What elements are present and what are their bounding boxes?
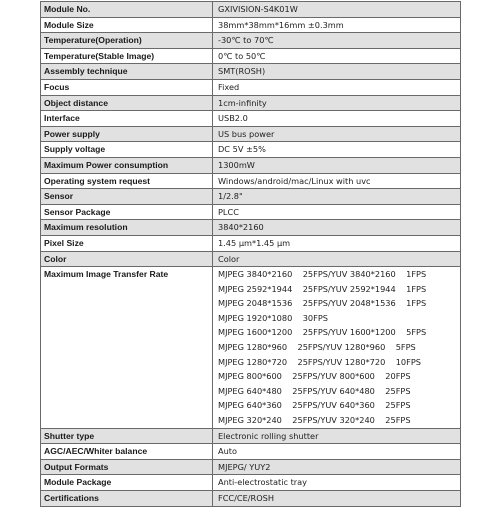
row-max-power xyxy=(41,157,461,173)
row-label: Temperature(Operation) xyxy=(41,33,213,49)
transfer-rate-line: MJPEG 800*600 25FPS/YUV 800*600 20FPS xyxy=(218,371,411,382)
row-label: Output Formats xyxy=(41,459,213,475)
transfer-rate-line: MJPEG 640*480 25FPS/YUV 640*480 25FPS xyxy=(218,385,411,396)
row-label: Module Size xyxy=(41,17,213,33)
row-label: Shutter type xyxy=(41,428,213,444)
row-object-distance xyxy=(41,95,461,111)
row-label: Sensor Package xyxy=(41,204,213,220)
transfer-rate-line: MJPEG 1280*720 25FPS/YUV 1280*720 10FPS xyxy=(218,356,421,367)
transfer-rate-line: MJPEG 2048*1536 25FPS/YUV 2048*1536 1FPS xyxy=(218,298,427,309)
row-label: Pixel Size xyxy=(41,235,213,251)
row-label: Focus xyxy=(41,79,213,95)
row-value: FCC/CE/ROSH xyxy=(213,491,461,507)
row-label: Certifications xyxy=(41,491,213,507)
row-agc-aec xyxy=(41,444,461,460)
row-supply-voltage xyxy=(41,142,461,158)
row-label: Module Package xyxy=(41,475,213,491)
transfer-rate-line: MJPEG 320*240 25FPS/YUV 320*240 25FPS xyxy=(218,415,411,426)
row-module-package xyxy=(41,475,461,491)
row-value: Electronic rolling shutter xyxy=(213,428,461,444)
row-value: Fixed xyxy=(213,79,461,95)
row-value: 0℃ to 50℃ xyxy=(213,48,461,64)
transfer-rate-line: MJPEG 1920*1080 30FPS xyxy=(218,312,328,323)
transfer-rate-line: MJPEG 1600*1200 25FPS/YUV 1600*1200 5FPS xyxy=(218,327,427,338)
row-label: Maximum Power consumption xyxy=(41,157,213,173)
row-temperature-operation xyxy=(41,33,461,49)
row-temperature-stable xyxy=(41,48,461,64)
row-label: AGC/AEC/Whiter balance xyxy=(41,444,213,460)
transfer-rate-list xyxy=(213,267,461,429)
row-label: Module No. xyxy=(41,2,213,18)
row-sensor xyxy=(41,189,461,205)
row-value: 1/2.8" xyxy=(213,189,461,205)
row-value: US bus power xyxy=(213,126,461,142)
row-value: DC 5V ±5% xyxy=(213,142,461,158)
row-operating-system xyxy=(41,173,461,189)
row-transfer-rate xyxy=(41,267,461,429)
row-value: Auto xyxy=(213,444,461,460)
row-label: Maximum Image Transfer Rate xyxy=(41,267,213,429)
row-interface xyxy=(41,111,461,127)
row-power-supply xyxy=(41,126,461,142)
row-certifications xyxy=(41,491,461,507)
row-assembly-technique xyxy=(41,64,461,80)
row-label: Maximum resolution xyxy=(41,220,213,236)
row-value: MJEPG/ YUY2 xyxy=(213,459,461,475)
row-value: PLCC xyxy=(213,204,461,220)
row-value: GXIVISION-S4K01W xyxy=(213,2,461,18)
spec-table xyxy=(40,1,461,507)
row-value: Color xyxy=(213,251,461,267)
spec-table-body xyxy=(41,2,461,507)
row-label: Color xyxy=(41,251,213,267)
transfer-rate-line: MJPEG 640*360 25FPS/YUV 640*360 25FPS xyxy=(218,400,411,411)
transfer-rate-line: MJPEG 1280*960 25FPS/YUV 1280*960 5FPS xyxy=(218,342,416,353)
row-value: Anti-electrostatic tray xyxy=(213,475,461,491)
row-output-formats xyxy=(41,459,461,475)
row-value: Windows/android/mac/Linux with uvc xyxy=(213,173,461,189)
row-label: Power supply xyxy=(41,126,213,142)
transfer-rate-line: MJPEG 2592*1944 25FPS/YUV 2592*1944 1FPS xyxy=(218,283,427,294)
row-value: SMT(ROSH) xyxy=(213,64,461,80)
row-color xyxy=(41,251,461,267)
row-value: 1cm-infinity xyxy=(213,95,461,111)
row-label: Interface xyxy=(41,111,213,127)
row-module-size xyxy=(41,17,461,33)
row-label: Object distance xyxy=(41,95,213,111)
row-value: -30℃ to 70℃ xyxy=(213,33,461,49)
row-max-resolution xyxy=(41,220,461,236)
row-value: 1300mW xyxy=(213,157,461,173)
row-focus xyxy=(41,79,461,95)
row-sensor-package xyxy=(41,204,461,220)
row-module-no xyxy=(41,2,461,18)
row-value: 3840*2160 xyxy=(213,220,461,236)
row-label: Temperature(Stable Image) xyxy=(41,48,213,64)
row-label: Sensor xyxy=(41,189,213,205)
row-value: USB2.0 xyxy=(213,111,461,127)
row-label: Operating system request xyxy=(41,173,213,189)
row-label: Assembly technique xyxy=(41,64,213,80)
row-shutter-type xyxy=(41,428,461,444)
transfer-rate-line: MJPEG 3840*2160 25FPS/YUV 3840*2160 1FPS xyxy=(218,269,427,280)
row-label: Supply voltage xyxy=(41,142,213,158)
row-value: 1.45 μm*1.45 μm xyxy=(213,235,461,251)
row-pixel-size xyxy=(41,235,461,251)
row-value: 38mm*38mm*16mm ±0.3mm xyxy=(213,17,461,33)
